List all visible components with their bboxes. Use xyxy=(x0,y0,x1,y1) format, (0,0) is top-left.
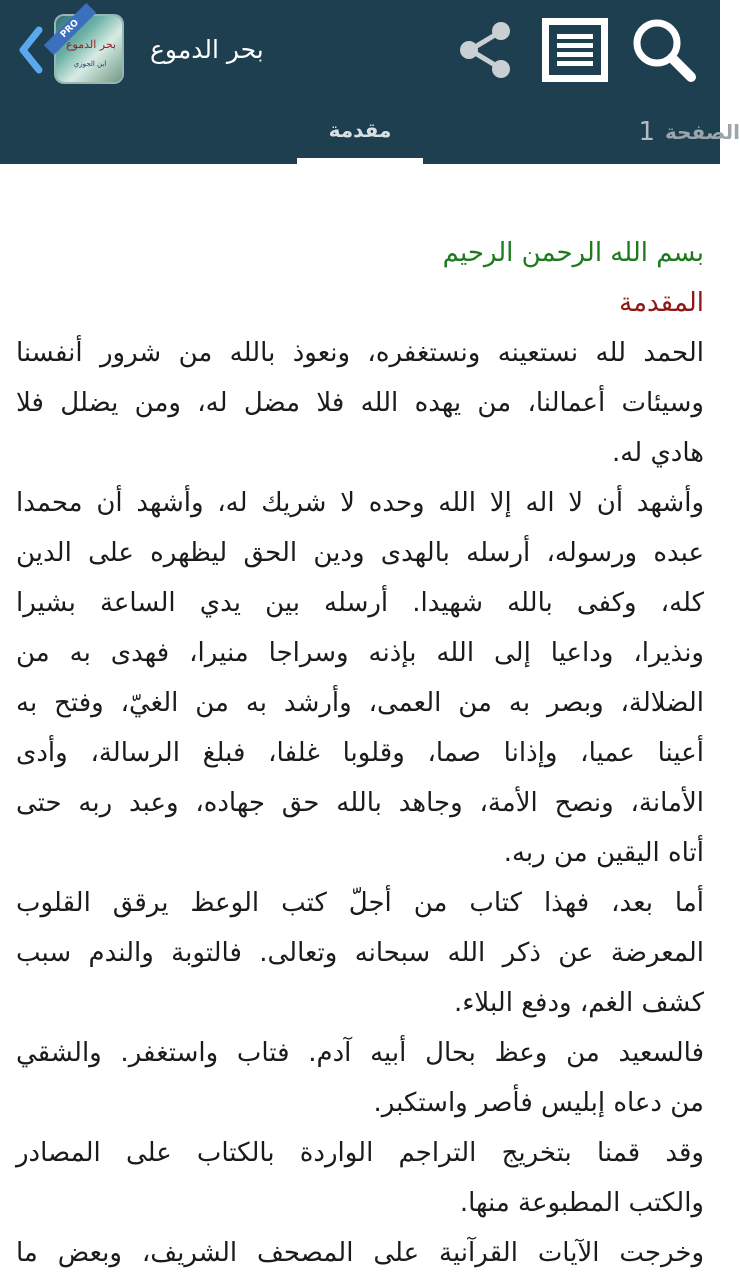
pro-badge: PRO xyxy=(44,3,96,55)
text-line: ونذيرا، وداعيا إلى الله بإذنه وسراجا منيرا، فهدى به من xyxy=(16,638,704,668)
back-icon xyxy=(17,26,45,74)
text-line: أتاه اليقين من ربه. xyxy=(503,838,704,868)
action-bar xyxy=(0,0,720,100)
tab-indicator xyxy=(297,158,423,164)
tab-page[interactable] xyxy=(600,100,740,164)
text-line: أعينا عميا، وإذانا صما، وقلوبا غلفا، فبلغ الرسالة، وأدى xyxy=(16,738,704,768)
section-heading: المقدمة xyxy=(619,288,704,318)
app-icon-title: بحر الدموع xyxy=(65,38,117,51)
text-line: وأشهد أن لا اله إلا الله وحده لا شريك له، وأشهد أن محمدا xyxy=(16,488,704,518)
text-line: عبده ورسوله، أرسله بالهدى ودين الحق ليظهره على الدين xyxy=(16,538,704,568)
text-line: كله، وكفى بالله شهيدا. أرسله بين يدي الساعة بشيرا xyxy=(16,588,704,618)
menu-button[interactable] xyxy=(540,16,610,84)
search-button[interactable] xyxy=(628,14,700,86)
share-icon xyxy=(456,20,516,80)
text-line: هادي له. xyxy=(612,438,704,468)
back-button[interactable] xyxy=(14,24,48,76)
text-line: كشف الغم، ودفع البلاء. xyxy=(453,988,704,1018)
text-line: وخرجت الآيات القرآنية على المصحف الشريف، وبعض ما xyxy=(16,1238,704,1268)
text-line: وسيئات أعمالنا، من يهده الله فلا مضل له، ومن يضلل فلا xyxy=(16,388,704,418)
book-content xyxy=(16,228,704,1278)
app-icon-subtitle: ابن الجوزي xyxy=(73,60,107,68)
share-button[interactable] xyxy=(456,20,516,80)
text-line: من دعاه إبليس فأصر واستكبر. xyxy=(373,1088,704,1118)
menu-icon xyxy=(540,16,610,84)
text-line: وقد قمنا بتخريج التراجم الواردة بالكتاب على المصادر xyxy=(16,1138,704,1168)
app-title: بحر الدموع xyxy=(150,35,264,64)
tab-intro[interactable] xyxy=(297,100,423,164)
text-line: الأمانة، ونصح الأمة، وجاهد بالله حق جهاده، وعبد ربه حتى xyxy=(16,788,704,818)
text-line: أما بعد، فهذا كتاب من أجلّ كتب الوعظ يرقق القلوب xyxy=(16,888,704,918)
tab-intro-label: مقدمة xyxy=(328,118,392,142)
basmala: بسم الله الرحمن الرحيم xyxy=(442,238,704,268)
search-icon xyxy=(628,14,700,86)
tab-page-label: الصفحة xyxy=(664,120,740,144)
text-line: الضلالة، وبصر به من العمى، وأرشد به من الغيّ، وفتح به xyxy=(16,688,704,718)
text-line: والكتب المطبوعة منها. xyxy=(459,1188,704,1218)
tab-page-number: 1 xyxy=(638,117,655,147)
tab-bar xyxy=(0,100,740,164)
text-line: المعرضة عن ذكر الله سبحانه وتعالى. فالتوبة والندم سبب xyxy=(16,938,704,968)
text-line: الحمد لله نستعينه ونستغفره، ونعوذ بالله من شرور أنفسنا xyxy=(16,338,704,368)
app-icon[interactable] xyxy=(56,16,122,82)
text-line: فالسعيد من وعظ بحال أبيه آدم. فتاب واستغفر. والشقي xyxy=(16,1038,704,1068)
